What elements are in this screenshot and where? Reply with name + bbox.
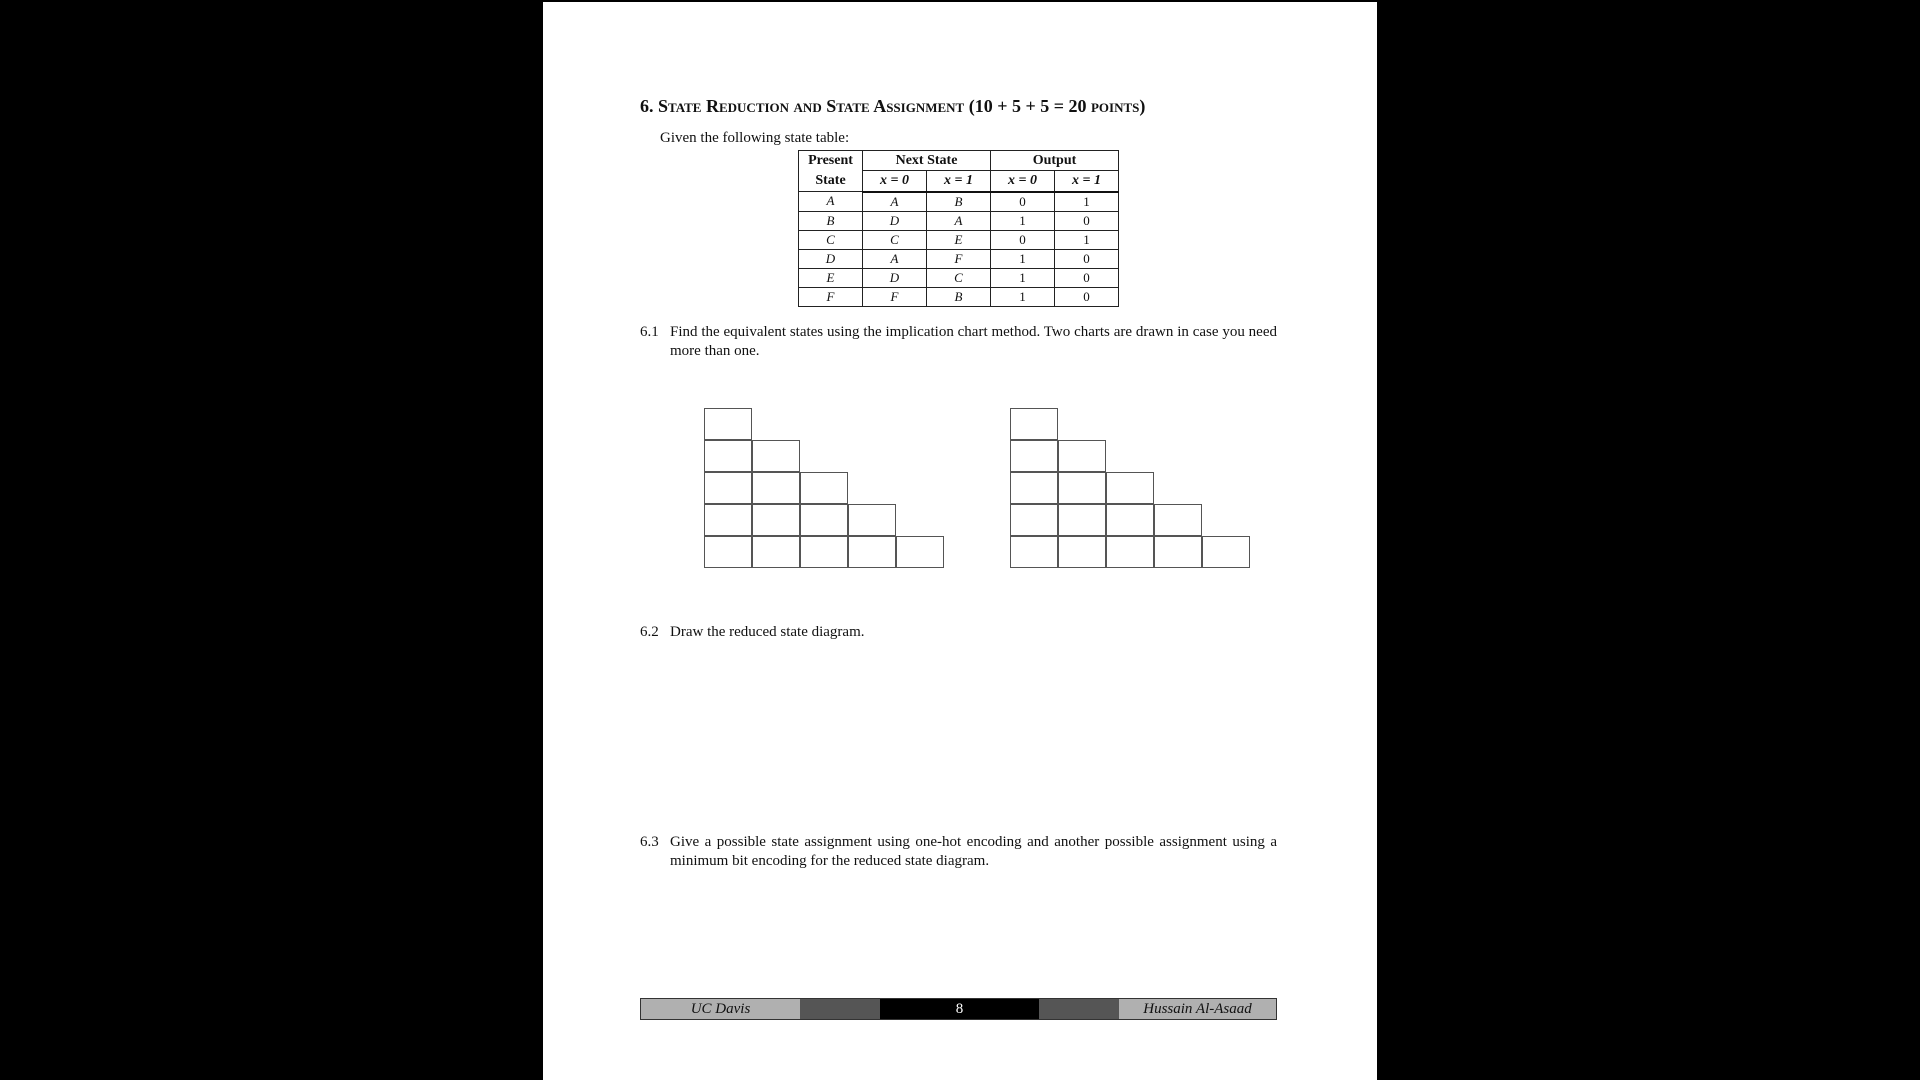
implication-cell[interactable] <box>1106 472 1154 504</box>
implication-cell[interactable] <box>1010 504 1058 536</box>
implication-cell[interactable] <box>1058 504 1106 536</box>
implication-cell[interactable] <box>848 536 896 568</box>
implication-cell[interactable] <box>1010 472 1058 504</box>
intro-text: Given the following state table: <box>660 130 850 146</box>
present-state-cell: A <box>799 192 863 212</box>
next-state-cell: A <box>863 249 927 268</box>
question-6-1 <box>640 323 1277 363</box>
table-row <box>799 268 1119 287</box>
implication-cell[interactable] <box>1154 536 1202 568</box>
output-cell: 1 <box>1055 230 1119 249</box>
question-6-2 <box>640 623 1277 643</box>
output-cell: 0 <box>1055 268 1119 287</box>
question-text: Find the equivalent states using the implication chart method. Two charts are drawn in case you need more than one. <box>670 324 1277 359</box>
present-state-cell: C <box>799 230 863 249</box>
implication-cell[interactable] <box>1010 536 1058 568</box>
next-state-cell: A <box>863 192 927 212</box>
next-state-cell: F <box>927 249 991 268</box>
sub-header: x = 1 <box>927 171 991 192</box>
present-state-header: Present State <box>799 151 863 192</box>
footer-institution: UC Davis <box>641 999 800 1019</box>
next-state-cell: C <box>863 230 927 249</box>
section-points: (10 + 5 + 5 = 20 points) <box>968 96 1146 116</box>
output-cell: 1 <box>1055 192 1119 212</box>
implication-cell[interactable] <box>704 440 752 472</box>
output-cell: 0 <box>1055 249 1119 268</box>
sub-header: x = 0 <box>991 171 1055 192</box>
question-number: 6.3 <box>640 834 659 850</box>
implication-cell[interactable] <box>896 536 944 568</box>
output-cell: 1 <box>991 211 1055 230</box>
sub-header: x = 1 <box>1055 171 1119 192</box>
implication-cell[interactable] <box>800 472 848 504</box>
output-cell: 0 <box>1055 211 1119 230</box>
next-state-header: Next State <box>863 151 991 171</box>
implication-cell[interactable] <box>1154 504 1202 536</box>
implication-cell[interactable] <box>1202 536 1250 568</box>
next-state-cell: F <box>863 287 927 306</box>
implication-cell[interactable] <box>1058 472 1106 504</box>
implication-cell[interactable] <box>752 504 800 536</box>
next-state-cell: E <box>927 230 991 249</box>
footer-divider <box>800 999 880 1019</box>
implication-cell[interactable] <box>800 504 848 536</box>
implication-cell[interactable] <box>752 472 800 504</box>
implication-cell[interactable] <box>752 536 800 568</box>
present-state-cell: E <box>799 268 863 287</box>
implication-cell[interactable] <box>1106 536 1154 568</box>
document-page <box>543 2 1377 1080</box>
question-number: 6.2 <box>640 624 659 640</box>
section-heading <box>640 96 1145 117</box>
section-title: State Reduction and State Assignment <box>658 96 965 116</box>
implication-cell[interactable] <box>752 440 800 472</box>
output-cell: 1 <box>991 287 1055 306</box>
implication-cell[interactable] <box>1058 440 1106 472</box>
output-cell: 1 <box>991 249 1055 268</box>
question-6-3 <box>640 833 1277 873</box>
implication-cell[interactable] <box>704 408 752 440</box>
present-state-cell: D <box>799 249 863 268</box>
output-cell: 0 <box>991 192 1055 212</box>
output-cell: 1 <box>991 268 1055 287</box>
next-state-cell: B <box>927 192 991 212</box>
implication-cell[interactable] <box>704 536 752 568</box>
table-row <box>799 249 1119 268</box>
implication-cell[interactable] <box>800 536 848 568</box>
next-state-cell: C <box>927 268 991 287</box>
output-header: Output <box>991 151 1119 171</box>
state-table <box>798 150 1119 307</box>
implication-cell[interactable] <box>848 504 896 536</box>
sub-header: x = 0 <box>863 171 927 192</box>
table-row <box>799 287 1119 306</box>
table-row <box>799 230 1119 249</box>
page-footer <box>640 998 1277 1020</box>
footer-page-number: 8 <box>880 999 1039 1019</box>
section-number: 6. <box>640 96 654 116</box>
implication-cell[interactable] <box>704 504 752 536</box>
implication-cell[interactable] <box>1106 504 1154 536</box>
next-state-cell: D <box>863 211 927 230</box>
present-state-cell: B <box>799 211 863 230</box>
next-state-cell: A <box>927 211 991 230</box>
present-state-cell: F <box>799 287 863 306</box>
footer-divider <box>1039 999 1119 1019</box>
table-row <box>799 192 1119 212</box>
question-text: Draw the reduced state diagram. <box>670 624 865 640</box>
question-text: Give a possible state assignment using one-hot encoding and another possible assignment using a minimum bit encoding for the reduced state diagram. <box>670 834 1277 869</box>
footer-author: Hussain Al-Asaad <box>1119 999 1276 1019</box>
implication-cell[interactable] <box>1010 440 1058 472</box>
next-state-cell: D <box>863 268 927 287</box>
implication-cell[interactable] <box>1058 536 1106 568</box>
next-state-cell: B <box>927 287 991 306</box>
question-number: 6.1 <box>640 324 659 340</box>
table-row <box>799 211 1119 230</box>
output-cell: 0 <box>1055 287 1119 306</box>
implication-cell[interactable] <box>704 472 752 504</box>
implication-cell[interactable] <box>1010 408 1058 440</box>
output-cell: 0 <box>991 230 1055 249</box>
